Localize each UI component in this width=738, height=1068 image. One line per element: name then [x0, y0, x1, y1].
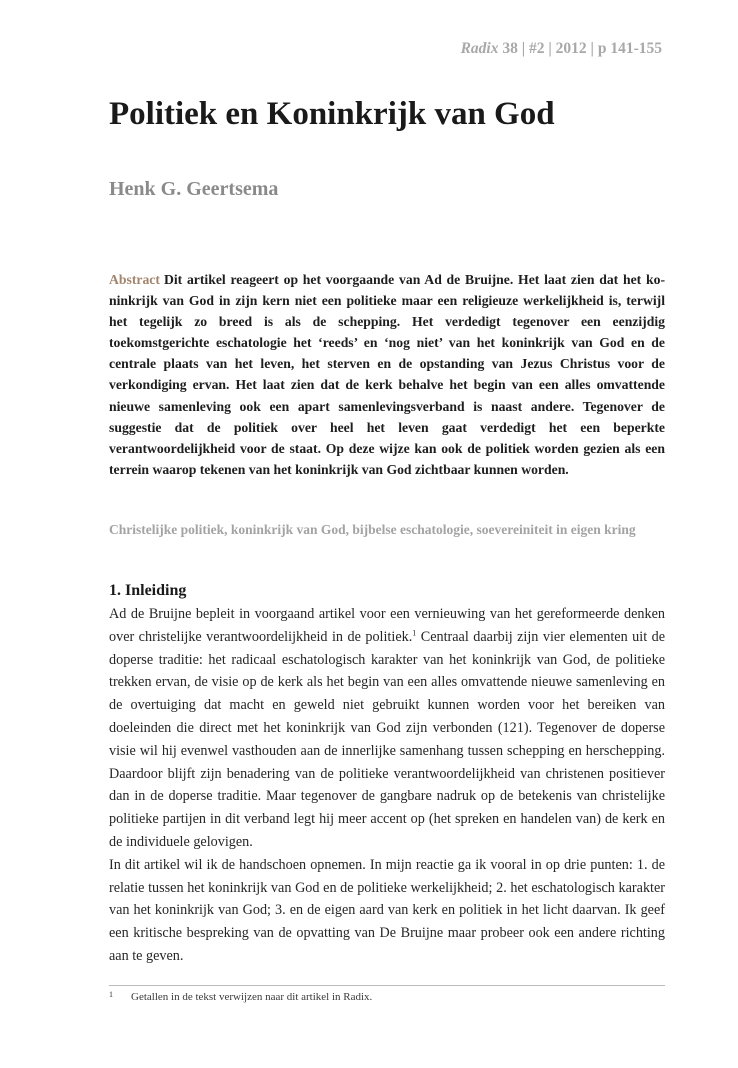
abstract-text: Dit artikel reageert op het voorgaande van Ad de Bruijne. Het laat zien dat het koninkrijk van God in zijn kern niet een politieke maar een religieuze werkelijkheid is, terwijl het tegelijk zo breed is als de schepping. Het verdedigt tegenover een eenzijdig toekomstgerichte eschatologie het ‘reeds’ en ‘nog niet’ van het koninkrijk van God en de centrale plaats van het leven, het sterven en de opstanding van Jezus Christus voor de verkondiging ervan. Het laat zien dat de kerk behalve het begin van een alles omvattende nieuwe samenleving ook een apart samenlevingsverband is naast andere. Tegenover de suggestie dat de politiek over heel het leven gaat verdedigt het een beperkte verantwoordelijkheid voor de staat. Op deze wijze kan ook de politiek worden gezien als een terrein waarop tekenen van het koninkrijk van God zichtbaar kunnen worden.	[109, 272, 665, 477]
footnote-divider	[109, 985, 665, 986]
running-header	[461, 40, 662, 58]
article-title: Politiek en Koninkrijk van God	[109, 96, 555, 132]
abstract	[109, 269, 665, 480]
paragraph	[109, 603, 665, 854]
paragraph: In dit artikel wil ik de handschoen opnemen. In mijn reactie ga ik vooral in op drie punten: 1. de relatie tussen het koninkrijk van God en de politieke werkelijkheid; 2. het eschatologisch karakter van het koninkrijk van God; 3. en de eigen aard van kerk en politiek in het licht daarvan. Ik geef een kritische bespreking van de opvatting van De Bruijne maar probeer ook een andere richting aan te geven.	[109, 856, 665, 964]
body-text	[109, 603, 665, 968]
section-heading: 1. Inleiding	[109, 582, 187, 599]
journal-name: Radix	[460, 40, 499, 57]
footnote-reference[interactable]: 1	[412, 628, 417, 638]
footnote-text: Getallen in de tekst verwijzen naar dit artikel in Radix.	[131, 991, 373, 1003]
footnote	[109, 990, 665, 1003]
abstract-label: Abstract	[109, 272, 160, 287]
paragraph-text: Centraal daarbij zijn vier elementen uit de doperse traditie: het radicaal eschatologisch karakter van het koninkrijk van God, de politieke trekken ervan, de visie op de kerk als het begin van een alles omvattende nieuwe samenleving en de overtuiging dat macht en geweld niet gebruikt kunnen worden voor het bereiken van doeleinden die direct met het koninkrijk van God zijn verbonden (121). Tegenover de doperse visie wil hij evenwel vasthouden aan de innerlijke samenhang tussen schepping en herschepping. Daardoor blijft zijn benadering van de politieke verantwoordelijkheid van christenen positiever dan in de doperse traditie. Maar tegenover de gangbare nadruk op de betekenis van christelijke politieke partijen in dit verband legt hij meer accent op (het spreken en handelen van) de kerk en de individuele gelovigen.	[109, 628, 665, 850]
footnote-number: 1	[109, 990, 113, 999]
citation: 38 | #2 | 2012 | p 141-155	[502, 40, 662, 57]
paragraph-text: Ad de Bruijne bepleit in voorgaand artikel voor een vernieuwing van het gereformeerde denken over christelijke verantwoordelijkheid in de politiek.	[109, 606, 665, 645]
keywords: Christelijke politiek, koninkrijk van God, bijbelse eschatologie, soevereiniteit in eigen kring	[109, 522, 636, 537]
author-name: Henk G. Geertsema	[109, 178, 279, 200]
